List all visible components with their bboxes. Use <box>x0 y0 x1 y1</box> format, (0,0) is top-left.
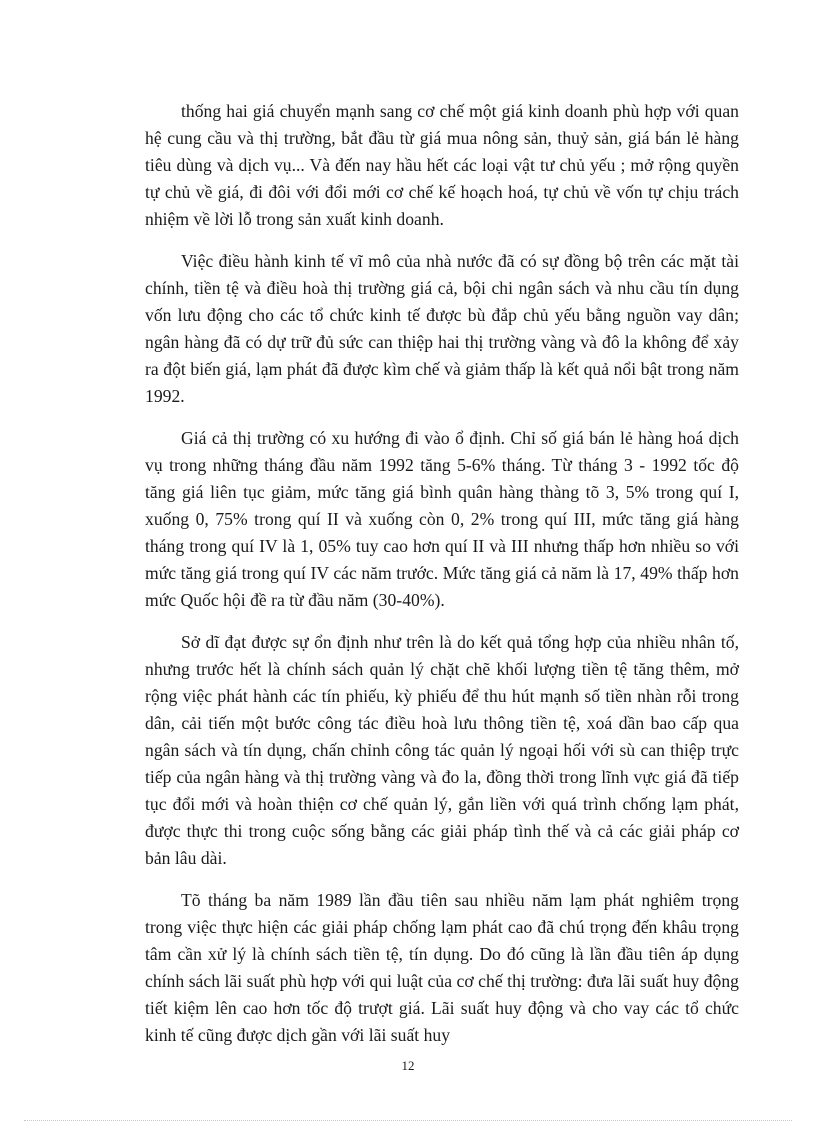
paragraph-1: thống hai giá chuyển mạnh sang cơ chế một giá kinh doanh phù hợp với quan hệ cung cầu và thị trường, bắt đầu từ giá mua nông sản, thuỷ sản, giá bán lẻ hàng tiêu dùng và dịch vụ... Và đến nay hầu hết các loại vật tư chủ yếu ; mở rộng quyền tự chủ về giá, đi đôi với đổi mới cơ chế kế hoạch hoá, tự chủ về vốn tự chịu trách nhiệm về lời lỗ trong sản xuất kinh doanh. <box>145 101 739 229</box>
paragraph-4: Sở dĩ đạt được sự ổn định như trên là do kết quả tổng hợp của nhiều nhân tố, nhưng trước hết là chính sách quản lý chặt chẽ khối lượng tiền tệ tăng thêm, mở rộng việc phát hành các tín phiếu, kỳ phiếu để thu hút mạnh số tiền nhàn rỗi trong dân, cải tiến một bước công tác điều hoà lưu thông tiền tệ, xoá dần bao cấp qua ngân sách và tín dụng, chấn chỉnh công tác quản lý ngoại hối với sù can thiệp trực tiếp của ngân hàng và thị trường vàng và đo la, đồng thời trong lĩnh vực giá đã tiếp tục đổi mới và hoàn thiện cơ chế quản lý, gắn liền với quá trình chống lạm phát, được thực thi trong cuộc sống bằng các giải pháp tình thế và cả các giải pháp cơ bản lâu dài. <box>145 632 739 868</box>
page-bottom-divider <box>24 1120 792 1121</box>
paragraph-3: Giá cả thị trường có xu hướng đi vào ổ định. Chỉ số giá bán lẻ hàng hoá dịch vụ trong những tháng đầu năm 1992 tăng 5-6% tháng. Từ tháng 3 - 1992 tốc độ tăng giá liên tục giảm, mức tăng giá bình quân hàng thàng tõ 3, 5% trong quí I, xuống 0, 75% trong quí II và xuống còn 0, 2% trong quí III, mức tăng giá hàng tháng trong quí IV là 1, 05% tuy cao hơn quí II và III nhưng thấp hơn nhiều so với mức tăng giá trong quí IV các năm trước. Mức tăng giá cả năm là 17, 49% thấp hơn mức Quốc hội đề ra từ đầu năm (30-40%). <box>145 428 739 610</box>
paragraph-2: Việc điều hành kinh tế vĩ mô của nhà nước đã có sự đồng bộ trên các mặt tài chính, tiền tệ và điều hoà thị trường giá cả, bội chi ngân sách và nhu cầu tín dụng vốn lưu động cho các tổ chức kinh tế được bù đắp chủ yếu bằng nguồn vay dân; ngân hàng đã có dự trữ đủ sức can thiệp hai thị trường vàng và đô la không để xảy ra đột biến giá, lạm phát đã được kìm chế và giảm thấp là kết quả nổi bật trong năm 1992. <box>145 251 739 406</box>
page-number: 12 <box>401 1058 415 1073</box>
paragraph-5: Tõ tháng ba năm 1989 lần đầu tiên sau nhiều năm lạm phát nghiêm trọng trong việc thực hiện các giải pháp chống lạm phát cao đã chú trọng đến khâu trọng tâm cần xử lý là chính sách tiền tệ, tín dụng. Do đó cũng là lần đầu tiên áp dụng chính sách lãi suất phù hợp với qui luật của cơ chế thị trường: đưa lãi suất huy động tiết kiệm lên cao hơn tốc độ trượt giá. Lãi suất huy động và cho vay các tổ chức kinh tế cũng được dịch gần với lãi suất huy <box>145 890 739 1045</box>
page-body <box>145 98 739 1064</box>
